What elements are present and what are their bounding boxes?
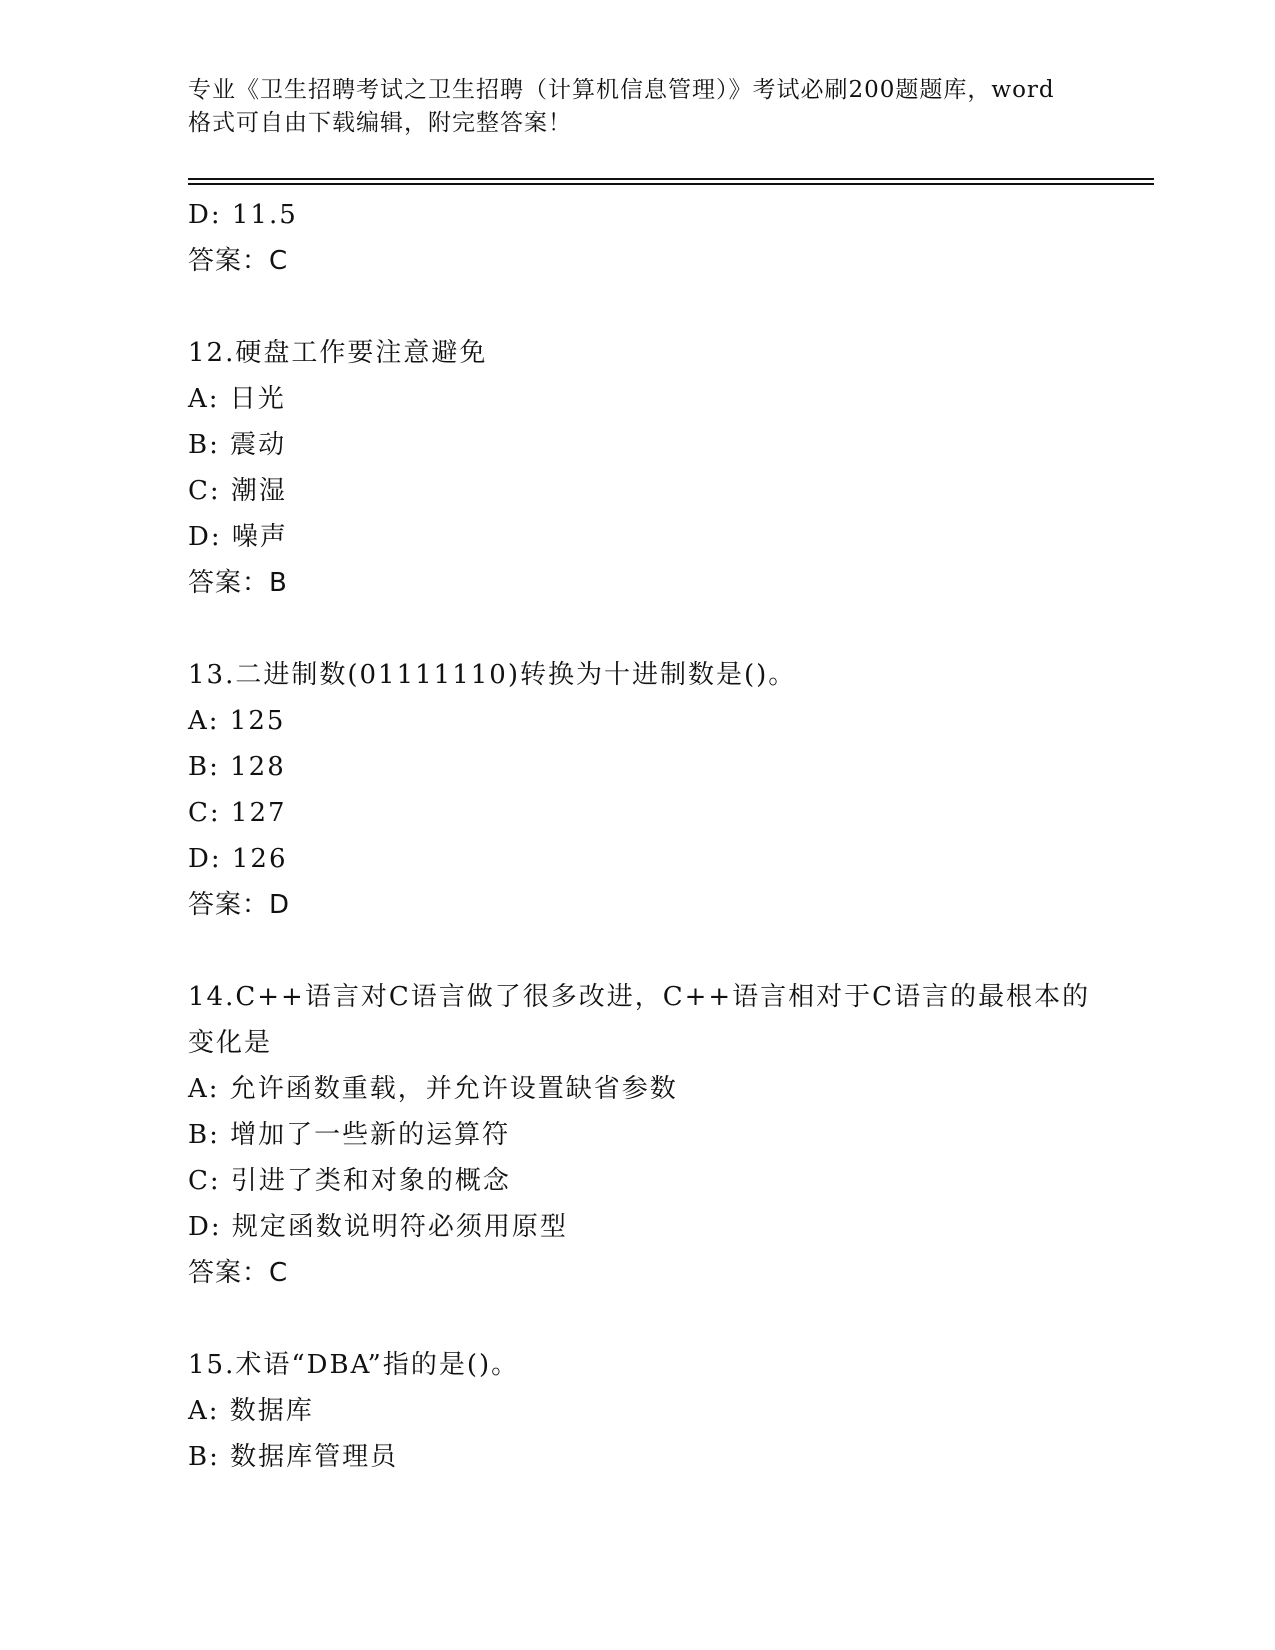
answer: 答案：C (188, 1258, 289, 1288)
page-header (188, 74, 1108, 140)
option-c: C: 引进了类和对象的概念 (188, 1166, 511, 1196)
answer: 答案：B (188, 568, 288, 598)
option-b: B: 增加了一些新的运算符 (188, 1120, 511, 1150)
header-line-2: 格式可自由下载编辑，附完整答案！ (188, 110, 572, 136)
question-14 (188, 974, 1091, 1296)
question-stem: 13.二进制数(01111110)转换为十进制数是()。 (188, 660, 797, 690)
question-list (188, 192, 1091, 1480)
option-c: C: 127 (188, 798, 287, 828)
option-d: D: 噪声 (188, 522, 288, 552)
option-d: D: 126 (188, 844, 288, 874)
header-line-1: 专业《卫生招聘考试之卫生招聘（计算机信息管理）》考试必刷200题题库，word (188, 77, 1055, 103)
option-a: A: 125 (188, 706, 286, 736)
question-13 (188, 652, 1088, 928)
question-11-tail (188, 192, 1088, 284)
option-d: D: 规定函数说明符必须用原型 (188, 1212, 568, 1242)
header-rule-top (188, 178, 1154, 180)
option-b: B: 震动 (188, 430, 287, 460)
question-12 (188, 330, 1088, 606)
option-d: D: 11.5 (188, 200, 298, 230)
question-stem: 12.硬盘工作要注意避免 (188, 338, 488, 368)
question-15 (188, 1342, 1088, 1480)
answer: 答案：D (188, 890, 291, 920)
question-stem: 15.术语“DBA”指的是()。 (188, 1350, 520, 1380)
answer: 答案：C (188, 246, 289, 276)
question-stem-line-1: 14.C++语言对C语言做了很多改进，C++语言相对于C语言的最根本的 (188, 982, 1091, 1012)
option-a: A: 允许函数重载，并允许设置缺省参数 (188, 1074, 678, 1104)
question-stem-line-2: 变化是 (188, 1028, 273, 1058)
option-b: B: 数据库管理员 (188, 1442, 399, 1472)
option-a: A: 日光 (188, 384, 286, 414)
option-c: C: 潮湿 (188, 476, 287, 506)
header-rule-bottom (188, 183, 1154, 185)
option-a: A: 数据库 (188, 1396, 314, 1426)
option-b: B: 128 (188, 752, 286, 782)
